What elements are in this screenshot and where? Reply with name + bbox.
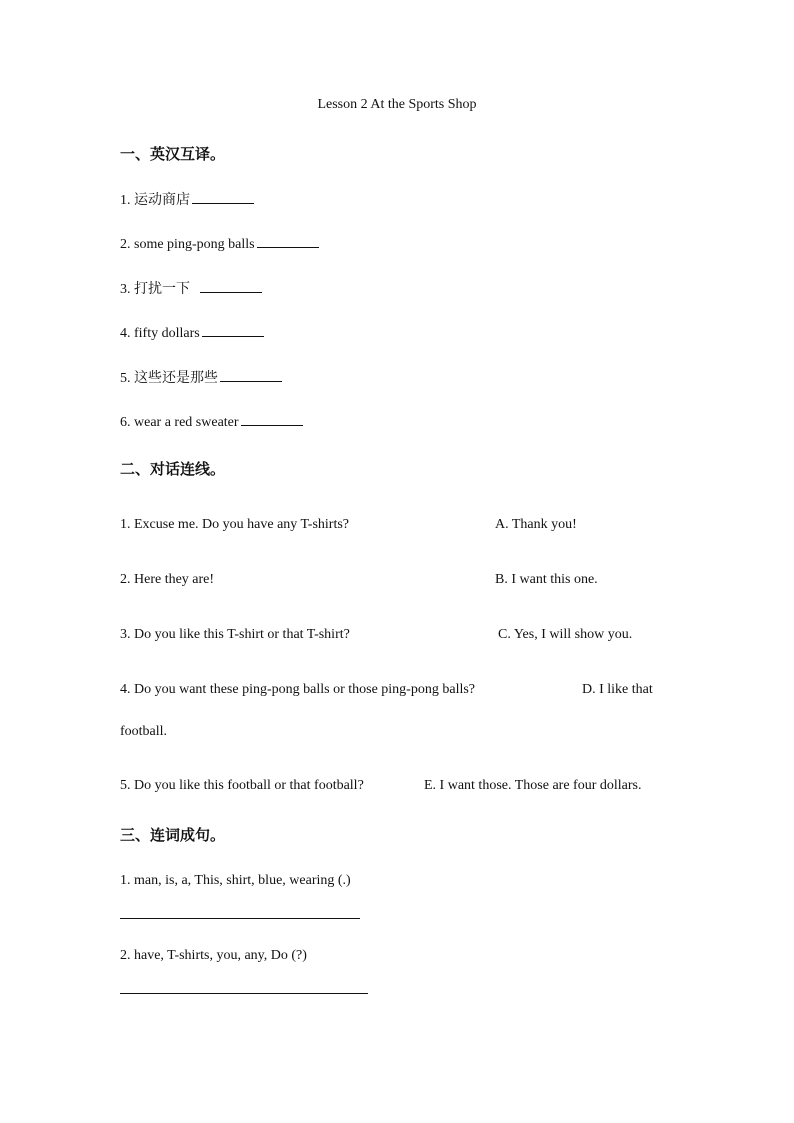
s1-item-2-text: some ping-pong balls [134,237,255,252]
s1-item-1-num: 1. [120,193,131,208]
s1-item-6-num: 6. [120,415,131,430]
answer-blank[interactable] [202,322,264,337]
match-left-2: 2. Here they are! [120,572,215,587]
s1-item-5 [120,367,282,388]
s1-item-4-text: fifty dollars [134,326,200,341]
match-right-b: B. I want this one. [495,572,598,587]
section1-heading: 一、英汉互译。 [120,145,226,163]
answer-blank[interactable] [241,411,303,426]
page-title: Lesson 2 At the Sports Shop [317,97,477,112]
match-right-e: E. I want those. Those are four dollars. [424,778,642,793]
s1-item-6 [120,411,303,432]
s3-answer-line-2[interactable] [120,993,368,994]
s1-item-1-text: 运动商店 [134,192,190,208]
answer-blank[interactable] [220,367,282,382]
match-left-4: 4. Do you want these ping-pong balls or those ping-pong balls? [120,682,476,697]
match-right-a: A. Thank you! [495,517,577,532]
s1-item-2-num: 2. [120,237,131,252]
s1-item-4-num: 4. [120,326,131,341]
match-left-5: 5. Do you like this football or that football? [120,778,364,793]
section2-heading: 二、对话连线。 [120,460,226,478]
match-left-4-cont: football. [120,724,168,739]
s1-item-5-text: 这些还是那些 [134,370,218,386]
s1-item-2 [120,233,319,254]
match-right-c: C. Yes, I will show you. [498,627,633,642]
s1-item-3-num: 3. [120,282,131,297]
answer-blank[interactable] [192,189,254,204]
s3-item-2: 2. have, T-shirts, you, any, Do (?) [120,948,307,963]
s3-item-1: 1. man, is, a, This, shirt, blue, wearing (.) [120,873,351,888]
s1-item-3-text: 打扰一下 [134,281,190,297]
s1-item-6-text: wear a red sweater [134,415,239,430]
s1-item-5-num: 5. [120,371,131,386]
match-left-1: 1. Excuse me. Do you have any T-shirts? [120,517,350,532]
s1-item-1 [120,189,254,210]
section3-heading: 三、连词成句。 [120,826,226,844]
answer-blank[interactable] [200,278,262,293]
match-right-d: D. I like that [582,682,653,697]
answer-blank[interactable] [257,233,319,248]
s3-answer-line-1[interactable] [120,918,360,919]
s1-item-3 [120,278,262,299]
s1-item-4 [120,322,264,343]
match-left-3: 3. Do you like this T-shirt or that T-shirt? [120,627,350,642]
